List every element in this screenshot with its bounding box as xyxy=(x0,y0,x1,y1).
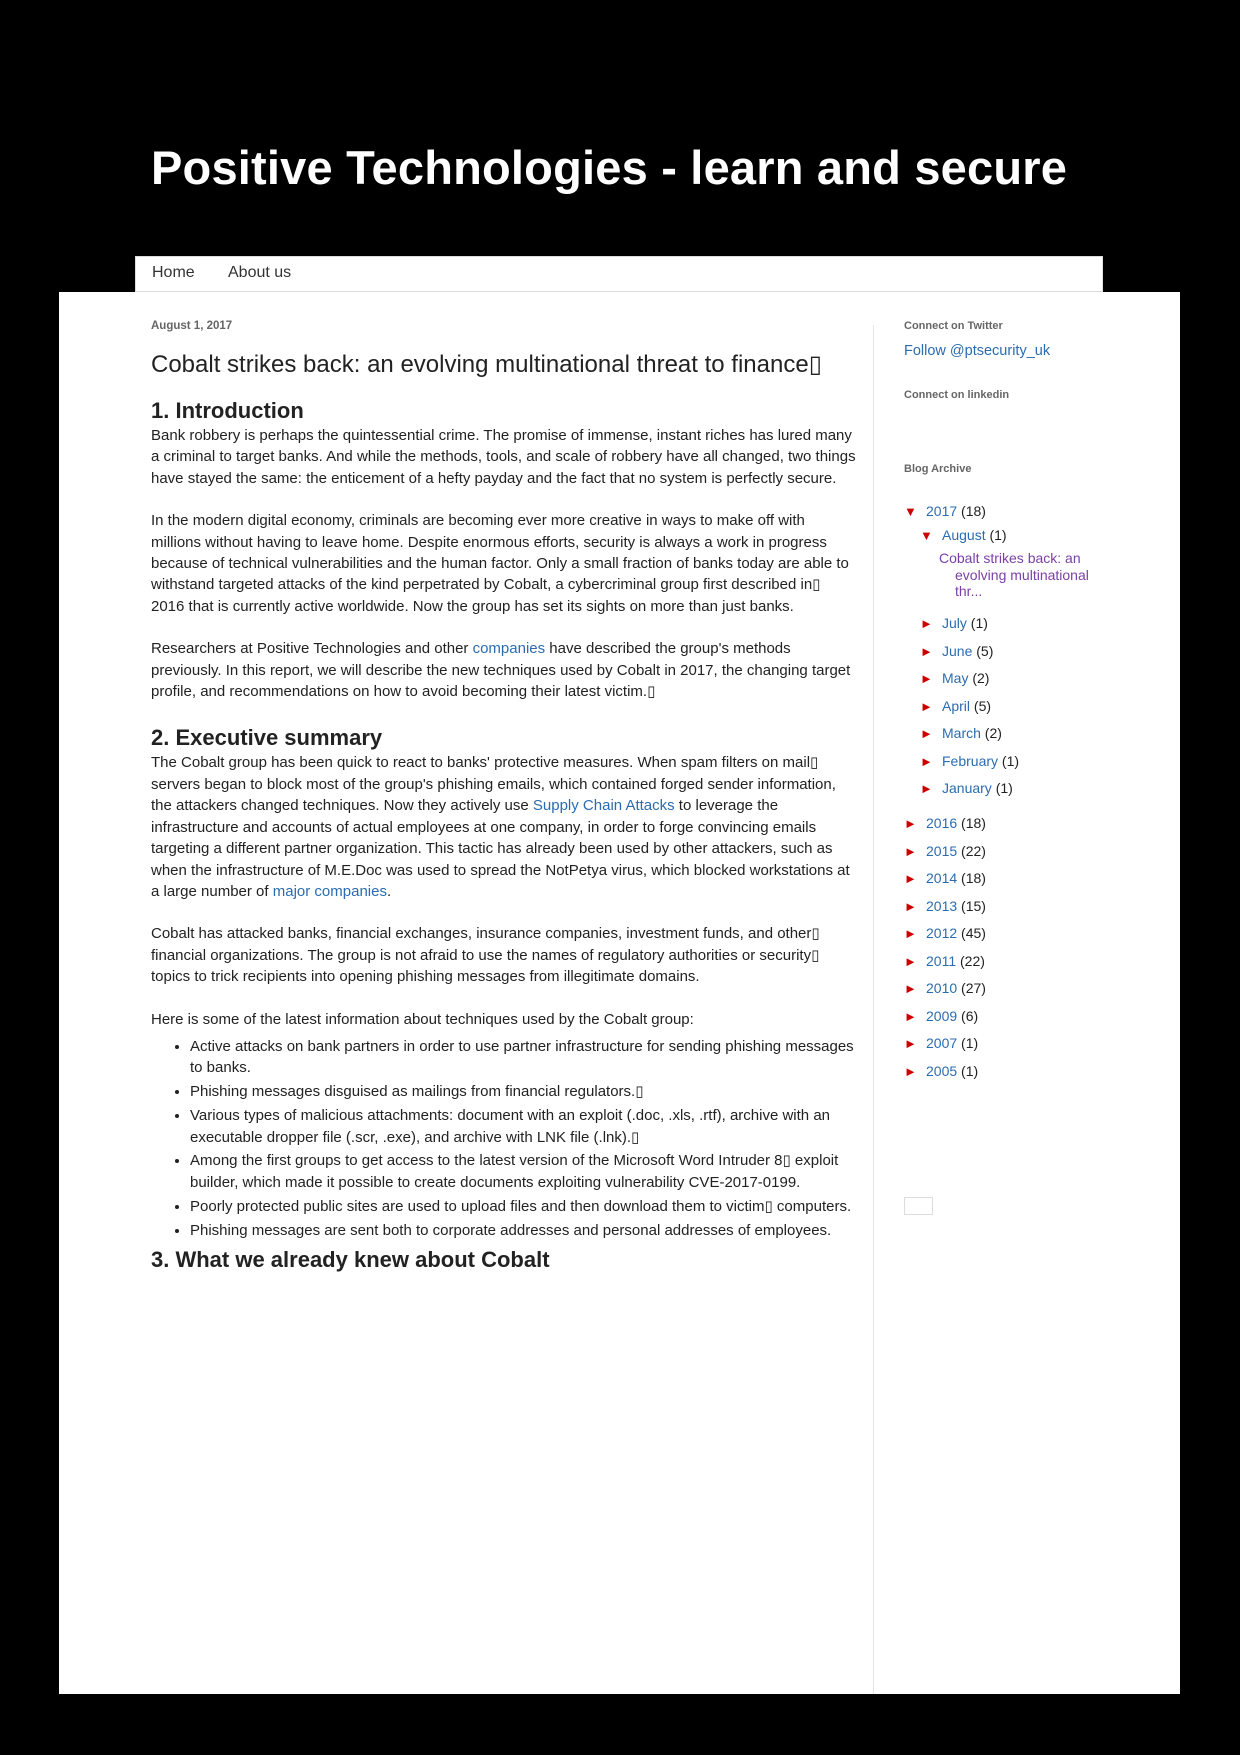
archive-year-link[interactable]: 2016 xyxy=(926,815,958,831)
archive-year-link[interactable]: 2014 xyxy=(926,870,958,886)
archive-month-link[interactable]: July xyxy=(942,615,967,631)
archive-month-link[interactable]: February xyxy=(942,752,999,769)
archive-month-april[interactable] xyxy=(920,698,991,714)
archive-month-february[interactable] xyxy=(920,753,1019,769)
list-item: • Various types of malicious attachments: document with an exploit (.doc, .xls, .rtf), archive with an executable dropper file (.scr, .exe), and archive with LNK file (.lnk).▯ xyxy=(190,1105,857,1148)
archive-month-june[interactable] xyxy=(920,643,993,659)
archive-year-link[interactable]: 2009 xyxy=(926,1007,958,1024)
expanded-triangle-icon[interactable]: ▼ xyxy=(920,528,933,543)
exec-paragraph-1 xyxy=(151,752,857,902)
text-span: have described the group's methods previously. In this report, we will describe the new techniques used by Cobalt in 2017, the changing target profile, and recommendations on how to avoid becoming their latest victim.▯ xyxy=(151,640,851,701)
archive-year-link[interactable]: 2010 xyxy=(926,980,958,996)
list-item: • Active attacks on bank partners in order to use partner infrastructure for sending phishing messages to banks. xyxy=(190,1036,857,1079)
collapsed-triangle-icon[interactable]: ► xyxy=(904,871,917,886)
collapsed-triangle-icon[interactable]: ► xyxy=(904,1036,917,1051)
section-heading-introduction: 1. Introduction xyxy=(151,398,304,423)
collapsed-triangle-icon[interactable]: ► xyxy=(920,616,933,631)
archive-count: (6) xyxy=(961,1007,979,1024)
list-item: • Among the first groups to get access to the latest version of the Microsoft Word Intruder 8▯ exploit builder, which made it possible to create documents exploiting vulnerability CVE-2017-0199. xyxy=(190,1150,857,1193)
collapsed-triangle-icon[interactable]: ► xyxy=(904,1008,917,1024)
text-span: to leverage the infrastructure and accounts of actual employees at one company, in order to forge convincing emails targeting a different partner organization. This tactic has already been used by other attackers, such as when the infrastructure of M.E.Doc was used to spread the NotPetya virus, which blocked workstations at a large number of xyxy=(151,797,850,900)
archive-year-2017[interactable] xyxy=(904,503,986,519)
archive-year-link[interactable]: 2013 xyxy=(926,897,958,914)
exec-paragraph-3: Here is some of the latest information about techniques used by the Cobalt group: xyxy=(151,1010,694,1028)
archive-year-2010[interactable] xyxy=(904,980,986,996)
collapsed-triangle-icon[interactable]: ► xyxy=(904,843,917,859)
archive-count: (15) xyxy=(961,897,986,914)
intro-paragraph-3 xyxy=(151,638,857,702)
collapsed-triangle-icon[interactable]: ► xyxy=(920,753,933,769)
collapsed-triangle-icon[interactable]: ► xyxy=(920,698,933,714)
archive-count: (45) xyxy=(961,925,986,941)
archive-count: (18) xyxy=(961,815,986,831)
archive-year-link[interactable]: 2007 xyxy=(926,1035,958,1051)
archive-year-2014[interactable] xyxy=(904,870,986,886)
archive-month-march[interactable] xyxy=(920,725,1002,741)
archive-month-link[interactable]: May xyxy=(942,670,969,686)
blog-archive-heading: Blog Archive xyxy=(904,463,972,475)
list-item: • Poorly protected public sites are used to upload files and then download them to victim▯ computers. xyxy=(190,1196,857,1217)
major-companies-link[interactable]: major companies xyxy=(272,882,387,900)
archive-month-link[interactable]: June xyxy=(942,642,973,659)
collapsed-triangle-icon[interactable]: ► xyxy=(920,671,933,686)
intro-paragraph-1: Bank robbery is perhaps the quintessential crime. The promise of immense, instant riches has lured many a criminal to target banks. And while the methods, tools, and scale of robbery have all changed, two things have stayed the same: the enticement of a hefty payday and the fact that no system is perfectly secure. xyxy=(151,427,856,487)
text-span: The Cobalt group has been quick to react to banks' protective measures. When spam filters on mail▯ servers began to block most of the group's phishing emails, which contained forged sender information, the attackers changed techniques. Now they actively use xyxy=(151,754,836,815)
archive-month-august[interactable] xyxy=(920,527,1007,543)
archive-count: (1) xyxy=(970,615,988,631)
collapsed-triangle-icon[interactable]: ► xyxy=(904,898,917,914)
archive-post-link[interactable]: Cobalt strikes back: an evolving multinational thr... xyxy=(939,550,1089,599)
collapsed-triangle-icon[interactable]: ► xyxy=(904,816,917,831)
archive-month-link[interactable]: April xyxy=(942,697,971,714)
text-span: . xyxy=(386,882,392,900)
expanded-triangle-icon[interactable]: ▼ xyxy=(904,504,917,519)
archive-count: (5) xyxy=(976,642,994,659)
archive-count: (1) xyxy=(989,527,1007,543)
post-body xyxy=(151,320,857,1273)
archive-year-link[interactable]: 2017 xyxy=(926,503,958,519)
sidebar xyxy=(904,320,1104,475)
blog-title[interactable]: Positive Technologies - learn and secure xyxy=(151,141,1068,194)
techniques-list xyxy=(151,1036,857,1241)
list-item: • Phishing messages are sent both to corporate addresses and personal addresses of employees. xyxy=(190,1220,857,1241)
archive-year-2011[interactable] xyxy=(904,953,985,969)
page-tabs xyxy=(135,256,1103,292)
archive-month-link[interactable]: August xyxy=(942,527,986,543)
archive-count: (18) xyxy=(961,870,986,886)
exec-paragraph-2: Cobalt has attacked banks, financial exchanges, insurance companies, investment funds, and other▯ financial organizations. The group is not afraid to use the names of regulatory authorities or security▯ topics to trick recipients into opening phishing messages from illegitimate domains. xyxy=(151,925,820,986)
archive-count: (18) xyxy=(961,503,986,519)
text-span: Researchers at Positive Technologies and other xyxy=(151,640,473,658)
column-divider xyxy=(873,325,874,1694)
linkedin-heading: Connect on linkedin xyxy=(904,389,1010,401)
collapsed-triangle-icon[interactable]: ► xyxy=(904,1063,917,1079)
collapsed-triangle-icon[interactable]: ► xyxy=(920,726,933,741)
collapsed-triangle-icon[interactable]: ► xyxy=(904,953,917,969)
archive-year-link[interactable]: 2015 xyxy=(926,842,958,859)
archive-count: (2) xyxy=(984,725,1002,741)
archive-year-2016[interactable] xyxy=(904,815,986,831)
collapsed-triangle-icon[interactable]: ► xyxy=(904,926,917,941)
archive-month-july[interactable] xyxy=(920,615,988,631)
post-title[interactable]: Cobalt strikes back: an evolving multinational threat to finance▯ xyxy=(151,351,822,378)
archive-month-january[interactable] xyxy=(920,780,1013,796)
archive-year-2007[interactable] xyxy=(904,1035,978,1051)
companies-link[interactable]: companies xyxy=(472,640,546,658)
archive-year-2005[interactable] xyxy=(904,1063,978,1079)
intro-paragraph-2: In the modern digital economy, criminals are becoming ever more creative in ways to make off with millions without having to leave home. Despite enormous efforts, security is always a work in progress because of technical vulnerabilities and the human factor. Only a small fraction of banks today are able to withstand targeted attacks of the kind perpetrated by Cobalt, a cybercriminal group first described in▯ 2016 that is currently active worldwide. Now the group has set its sights on more than just banks. xyxy=(151,512,849,615)
archive-count: (5) xyxy=(973,697,992,714)
list-item: • Phishing messages disguised as mailings from financial regulators.▯ xyxy=(190,1081,857,1102)
archive-count: (22) xyxy=(960,952,985,969)
supply-chain-attacks-link[interactable]: Supply Chain Attacks xyxy=(532,797,675,815)
archive-count: (1) xyxy=(995,780,1013,796)
archive-year-2009[interactable] xyxy=(904,1008,978,1024)
follow-twitter-link[interactable]: Follow @ptsecurity_uk xyxy=(904,343,1051,359)
widget-placeholder xyxy=(904,1197,933,1215)
collapsed-triangle-icon[interactable]: ► xyxy=(904,981,917,996)
archive-year-link[interactable]: 2012 xyxy=(926,925,958,941)
archive-count: (22) xyxy=(961,842,986,859)
archive-count: (27) xyxy=(961,980,986,996)
archive-count: (1) xyxy=(1001,752,1020,769)
collapsed-triangle-icon[interactable]: ► xyxy=(920,643,933,659)
post-date: August 1, 2017 xyxy=(151,320,233,332)
archive-year-link[interactable]: 2005 xyxy=(926,1062,958,1079)
twitter-heading: Connect on Twitter xyxy=(904,320,1003,332)
collapsed-triangle-icon[interactable]: ► xyxy=(920,781,933,796)
tab-about-us[interactable]: About us xyxy=(228,264,292,281)
tab-home[interactable]: Home xyxy=(152,264,195,281)
archive-year-2015[interactable] xyxy=(904,843,986,859)
archive-year-link[interactable]: 2011 xyxy=(926,952,957,969)
archive-count: (2) xyxy=(972,670,990,686)
archive-month-link[interactable]: March xyxy=(942,725,981,741)
archive-count: (1) xyxy=(961,1035,979,1051)
section-heading-what-we-knew: 3. What we already knew about Cobalt xyxy=(151,1247,550,1273)
archive-count: (1) xyxy=(961,1062,979,1079)
section-heading-executive-summary: 2. Executive summary xyxy=(151,725,383,751)
archive-month-link[interactable]: January xyxy=(942,780,992,796)
archive-year-2013[interactable] xyxy=(904,898,986,914)
archive-year-2012[interactable] xyxy=(904,925,986,941)
archive-month-may[interactable] xyxy=(920,670,989,686)
